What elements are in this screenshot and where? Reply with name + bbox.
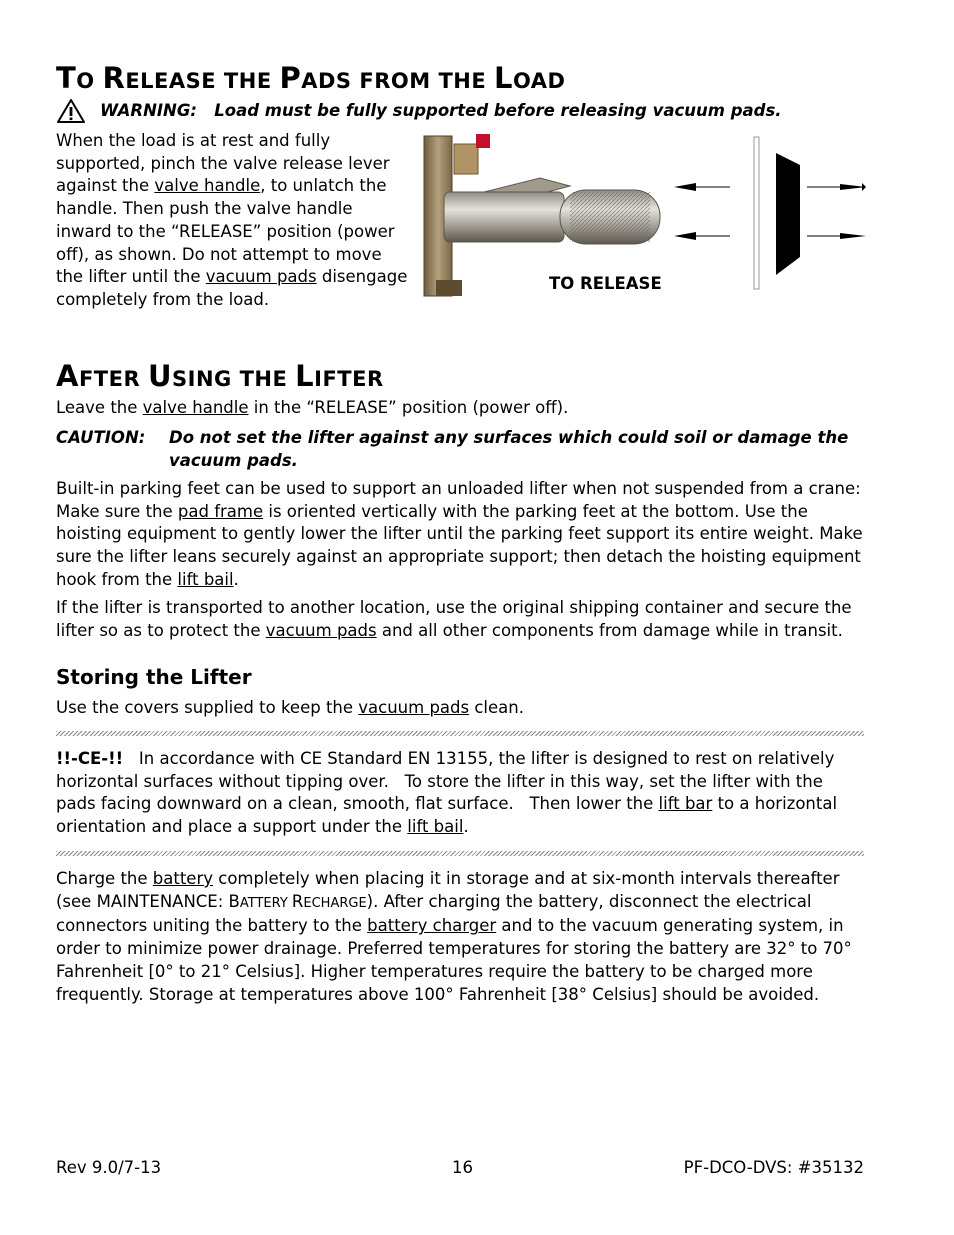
footer-revision: Rev 9.0/7-13 (56, 1158, 162, 1177)
section-title-release-pads: TO RELEASE THE PADS FROM THE LOAD (56, 61, 566, 95)
storing-battery-para: Charge the battery completely when placing it in storage and at six-month intervals thereafter (see MAINTENANCE: BATTERY RECHARGE). After charging the battery, disconnect the electrical connectors uniting the battery to the battery charger and to the vacuum generating system, in order to minimize power drainage. Preferred temperatures for storing the battery are 32° to 70° Fahrenheit [0° to 21° Celsius]. Higher temperatures require the battery to be charged more frequently. Storage at temperatures above 100° Fahrenheit [38° Celsius] should be avoided. (56, 869, 852, 1004)
footer-page-number: 16 (452, 1158, 473, 1177)
battery-charger-link[interactable]: battery charger (367, 916, 497, 936)
after-using-para-3: If the lifter is transported to another location, use the original shipping container and secure the lifter so as to protect the vacuum pads and all other components from damage while in transit. (56, 598, 852, 640)
warning-text: WARNING: Load must be fully supported before releasing vacuum pads. (100, 101, 782, 120)
vacuum-pads-link[interactable]: vacuum pads (205, 267, 317, 287)
caution-text: Do not set the lifter against any surfaces which could soil or damage the vacuum pads. (169, 428, 849, 470)
figure-caption: TO RELEASE (549, 274, 662, 293)
ce-divider-top (56, 731, 864, 736)
footer-document-id: PF-DCO-DVS: #35132 (683, 1158, 864, 1177)
battery-link[interactable]: battery (152, 869, 214, 888)
section-title-storing: Storing the Lifter (56, 665, 252, 689)
release-instructions: When the load is at rest and fully supported, pinch the valve release lever against the valve handle, to unlatch the handle. Then push the valve handle inward to the “RELEASE” position (power off), as shown. Do not attempt to move the lifter until the vacuum pads disengage completely from the load. (56, 131, 408, 309)
lift-bail-link[interactable]: lift bail (177, 569, 234, 589)
ce-label: !!-CE-!! (56, 749, 124, 768)
storing-para-1: Use the covers supplied to keep the vacuum pads clean. (56, 698, 524, 717)
after-using-para-2: Built-in parking feet can be used to support an unloaded lifter when not suspended from a crane: Make sure the pad frame is oriented vertically with the parking feet at the bottom. Use the hoisting equipment to gently lower the lifter until the parking feet support its entire weight. Make sure the lifter leans securely against an appropriate support; then detach the hoisting equipment hook from the lift bail. (56, 479, 863, 589)
vacuum-pads-link[interactable]: vacuum pads (265, 620, 377, 640)
lift-bail-link[interactable]: lift bail (407, 817, 464, 837)
warning-icon (57, 98, 85, 124)
lift-bar-link[interactable]: lift bar (658, 794, 713, 814)
release-diagram (670, 135, 875, 295)
ce-notice: !!-CE-!! In accordance with CE Standard EN 13155, the lifter is designed to rest on relatively horizontal surfaces without tipping over. To store the lifter in this way, set the lifter with the pads facing downward on a clean, smooth, flat surface. Then lower the lift bar to a horizontal orientation and place a support under the lift bail. (56, 749, 843, 837)
ce-divider-bottom (56, 851, 864, 856)
caution-label: CAUTION: (56, 428, 146, 447)
pad-frame-link[interactable]: pad frame (177, 501, 264, 521)
vacuum-pads-link[interactable]: vacuum pads (358, 698, 470, 717)
valve-handle-link[interactable]: valve handle (142, 398, 249, 417)
valve-handle-link[interactable]: valve handle (154, 176, 261, 196)
after-using-para-1: Leave the valve handle in the “RELEASE” position (power off). (56, 398, 569, 417)
section-title-after-using: AFTER USING THE LIFTER (56, 359, 384, 393)
